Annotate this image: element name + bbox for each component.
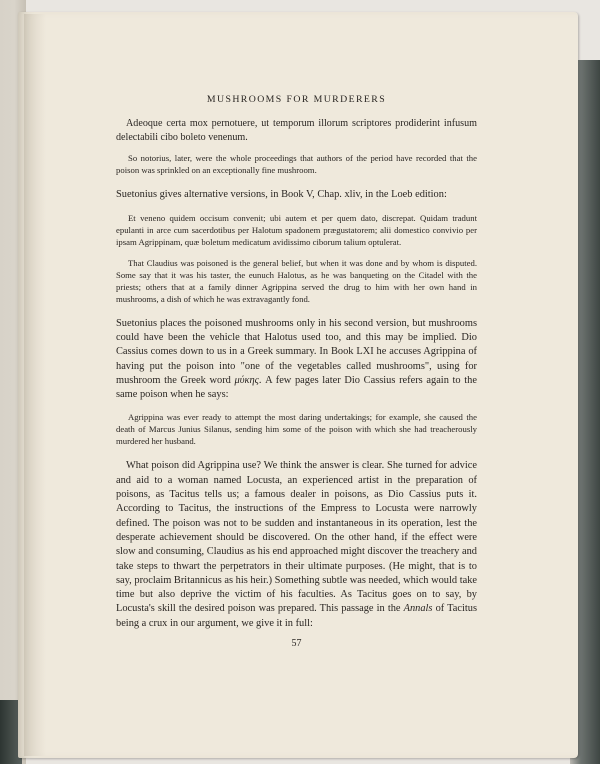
greek-word: μύκης <box>234 374 259 386</box>
agrippina-quote: Agrippina was ever ready to attempt the most daring undertakings; for example, she caused the death of Marcus Junius Silanus, sending him some of the poison with which she had treacherously murdered her husband. <box>116 412 477 447</box>
translation-note: So notorius, later, were the whole proceedings that authors of the period have recorded that the poison was sprinkled on an exceptionally fine mushroom. <box>116 153 477 176</box>
running-head: MUSHROOMS FOR MURDERERS <box>206 94 387 105</box>
latin-opening: Adeoque certa mox pernotuere, ut temporum illorum scriptores prodiderint infusum delectabili cibo boleto venenum. <box>116 117 477 143</box>
dio-text-2: . A few pages later Dio Cassius refers again to the same poison when he says: <box>116 374 477 401</box>
english-quote: That Claudius was poisoned is the general belief, but when it was done and by whom is disputed. Some say that it was his taster, the eunuch Halotus, as he was banqueting on the Citadel with the priests; others that at a family dinner Agrippina served the drug to him with her own hand in mushrooms, a dish of which he was extravagantly fond. <box>116 257 477 304</box>
annals-title: Annals <box>403 603 433 615</box>
page-number: 57 <box>291 638 302 650</box>
latin-quote: Et veneno quidem occisum convenit; ubi autem et per quem dato, discrepat. Quidam tradunt epulanti in arce cum sacerdotibus per Halotum spadonem prægustatorem; alii domestico convivio per ipsam Agrippinam, quæ boletum medicatum avidissimo ciborum talium optulerat. <box>116 212 477 247</box>
page-content <box>116 93 477 651</box>
body-paragraph-dio <box>116 317 477 403</box>
locusta-text-2: of Tacitus being a crux in our argument, we give it in full: <box>116 603 477 629</box>
suetonius-intro: Suetonius gives alternative versions, in Book V, Chap. xliv, in the Loeb edition: <box>116 189 447 201</box>
body-paragraph-locusta <box>116 459 477 631</box>
locusta-text-1: What poison did Agrippina use? We think the answer is clear. She turned for advice and aid to a woman named Locusta, an experienced artist in the preparation of poisons, as Tacitus tells us; a famous dealer in poisons, as Dio Cassius puts it. According to Tacitus, the instructions of the Empress to Locusta were narrowly defined. The poison was not to be sudden and instantaneous in its operation, lest the desperate achievement should be discovered. On the other hand, if the effect were slow and consuming, Claudius as his end approached might discover the treachery and take steps to thwart the perpetrators in their ultimate purposes. (He might, that is to say, proclaim Britannicus as his heir.) Something subtle was needed, which would take time but also deprive the victim of his faculties. As Tacitus goes on to say, by Locusta's skill the desired poison was prepared. This passage in the <box>116 460 477 615</box>
dio-text-1: Suetonius places the poisoned mushrooms only in his second version, but mushrooms could have been the vehicle that Halotus used too, and this may be implied. Dio Cassius comes down to us in a Greek summary. In Book LXI he accuses Agrippina of having put the poison into "one of the vegetables called mushrooms", using for mushroom the Greek word <box>116 317 477 386</box>
